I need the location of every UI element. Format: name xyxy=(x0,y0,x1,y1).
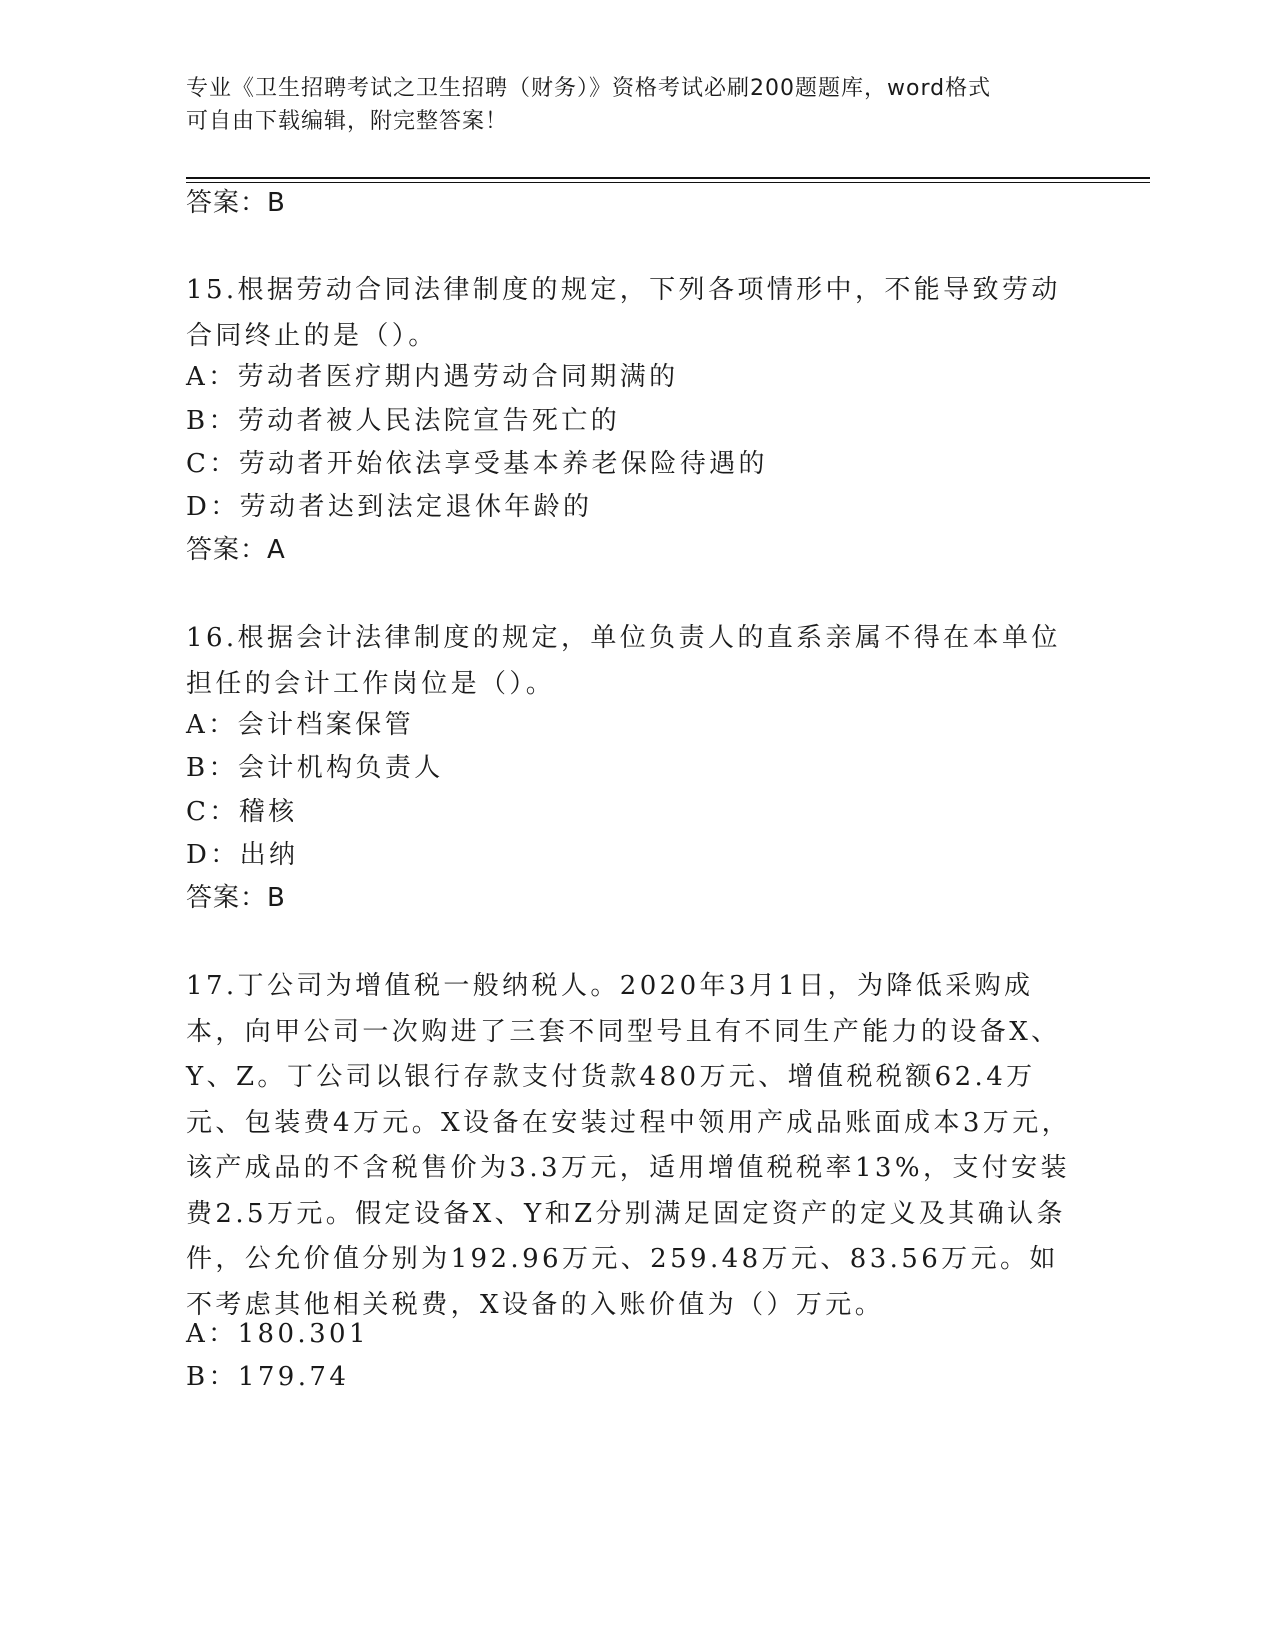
question-15: 15.根据劳动合同法律制度的规定，下列各项情形中，不能导致劳动合同终止的是（）。 xyxy=(186,275,1061,351)
option-15-b: B：劳动者被人民法院宣告死亡的 xyxy=(186,406,621,436)
option-16-b: B：会计机构负责人 xyxy=(186,753,444,783)
option-15-a: A：劳动者医疗期内遇劳动合同期满的 xyxy=(186,362,679,392)
option-17-a: A：180.301 xyxy=(186,1319,369,1349)
header-rule-thick xyxy=(186,177,1150,179)
option-16-a: A：会计档案保管 xyxy=(186,710,414,740)
header-rule-thin xyxy=(186,182,1150,183)
option-17-b: B：179.74 xyxy=(186,1362,350,1392)
answer-16: 答案：B xyxy=(186,883,286,913)
option-16-c: C：稽核 xyxy=(186,797,298,827)
option-16-d: D：出纳 xyxy=(186,840,299,870)
question-17: 17.丁公司为增值税一般纳税人。2020年3月1日，为降低采购成本，向甲公司一次购进了三套不同型号且有不同生产能力的设备X、Y、Z。丁公司以银行存款支付货款480万元、增值税税额62.4万元、包装费4万元。X设备在安装过程中领用产成品账面成本3万元，该产成品的不含税售价为3.3万元，适用增值税税率13%，支付安装费2.5万元。假定设备X、Y和Z分别满足固定资产的定义及其确认条件，公允价值分别为192.96万元、259.48万元、83.56万元。如不考虑其他相关税费，X设备的入账价值为（）万元。 xyxy=(186,971,1071,1320)
question-16: 16.根据会计法律制度的规定，单位负责人的直系亲属不得在本单位担任的会计工作岗位是（）。 xyxy=(186,623,1061,699)
answer-15: 答案：A xyxy=(186,535,286,565)
option-15-d: D：劳动者达到法定退休年龄的 xyxy=(186,492,593,522)
header-line-2: 可自由下载编辑，附完整答案！ xyxy=(186,109,509,134)
header-line-1: 专业《卫生招聘考试之卫生招聘（财务）》资格考试必刷200题题库，word格式 xyxy=(186,76,992,101)
answer-14: 答案：B xyxy=(186,188,286,218)
option-15-c: C：劳动者开始依法享受基本养老保险待遇的 xyxy=(186,449,768,479)
document-header xyxy=(186,72,1066,138)
